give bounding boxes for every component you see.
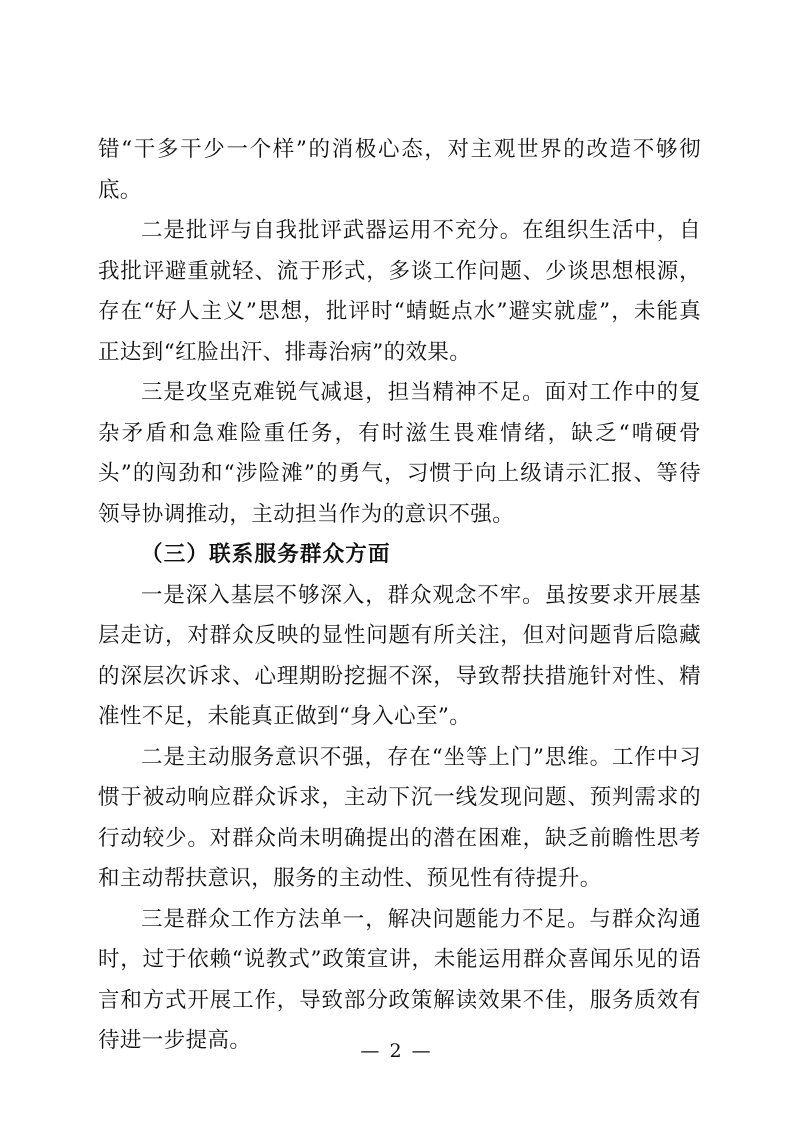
paragraph-courage-decline: 三是攻坚克难锐气减退，担当精神不足。面对工作中的复杂矛盾和急难险重任务，有时滋生畏难情绪，缺乏“啃硬骨头”的闯劲和“涉险滩”的勇气，习惯于向上级请示汇报、等待领导协调推动，主动担当作为的意识不强。 xyxy=(98,380,701,527)
page-number: — 2 — xyxy=(360,1040,433,1062)
document-body xyxy=(98,130,701,1062)
paragraph-work-methods: 三是群众工作方法单一，解决问题能力不足。与群众沟通时，过于依赖“说教式”政策宣讲，未能运用群众喜闻乐见的语言和方式开展工作，导致部分政策解读效果不佳，服务质效有待进一步提高。 xyxy=(98,906,701,1053)
paragraph-self-criticism: 二是批评与自我批评武器运用不充分。在组织生活中，自我批评避重就轻、流于形式，多谈工作问题、少谈思想根源，存在“好人主义”思想，批评时“蜻蜓点水”避实就虚”，未能真正达到“红脸出汗、排毒治病”的效果。 xyxy=(98,218,701,365)
paragraph-service-awareness: 二是主动服务意识不强，存在“坐等上门”思维。工作中习惯于被动响应群众诉求，主动下沉一线发现问题、预判需求的行动较少。对群众尚未明确提出的潜在困难，缺乏前瞻性思考和主动帮扶意识，服务的主动性、预见性有待提升。 xyxy=(98,744,701,891)
section-heading-serving-people: （三）联系服务群众方面 xyxy=(141,542,391,567)
paragraph-continuation: 错“干多干少一个样”的消极心态，对主观世界的改造不够彻底。 xyxy=(98,137,701,203)
paragraph-grassroots: 一是深入基层不够深入，群众观念不牢。虽按要求开展基层走访，对群众反映的显性问题有所关注，但对问题背后隐藏的深层次诉求、心理期盼挖掘不深，导致帮扶措施针对性、精准性不足，未能真正做到“身入心至”。 xyxy=(98,582,701,729)
